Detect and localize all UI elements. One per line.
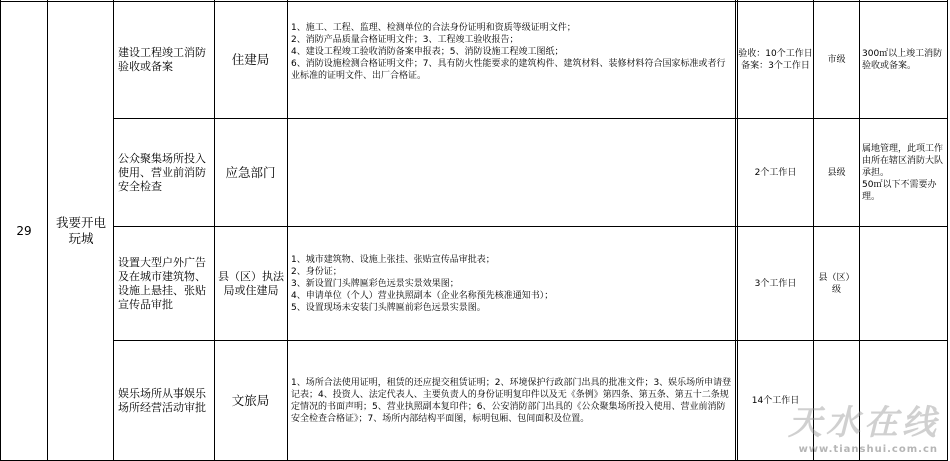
item-level: 县（区）级 [818, 272, 855, 295]
item-level [814, 341, 859, 460]
row-number: 29 [16, 224, 32, 238]
grid-line [735, 0, 736, 461]
item-name: 设置大型户外广告及在城市建筑物、设施上悬挂、张贴宣传品审批 [118, 255, 206, 311]
watermark-site-name: 天水在线 [788, 403, 940, 443]
grid-line [859, 0, 860, 461]
grid-line [113, 0, 114, 461]
item-department: 文旅局 [231, 392, 270, 408]
item-time-limit: 2个工作日 [754, 167, 797, 178]
item-time-limit: 14个工作日 [751, 395, 800, 406]
item-time-limit: 3个工作日 [754, 278, 797, 289]
item-materials [291, 119, 732, 226]
watermark-site-url: www.tianshui.com.cn [798, 444, 938, 455]
item-notes: 属地管理，此项工作由所在辖区消防大队承担。 50㎡以下不需要办理。 [862, 143, 944, 202]
item-materials: 1、城市建筑物、设施上张挂、张贴宣传品审批表； 2、身份证； 3、新设置门头牌匾彩色远景实景效果图； 4、申请单位（个人）营业执照副本（企业名称预先核准通知书）； 5、设置现场未安装门头牌匾前彩色远景实景图。 [291, 254, 554, 313]
item-level: 市级 [827, 55, 846, 65]
grid-line [287, 0, 288, 461]
item-department: 应急部门 [225, 164, 276, 180]
item-name: 公众聚集场所投入使用、营业前消防安全检查 [118, 151, 206, 193]
item-department: 住建局 [231, 52, 270, 67]
grid-line [947, 0, 948, 461]
item-materials: 1、施工、工程、监理、检测单位的合法身份证明和资质等级证明文件； 2、消防产品质量合格证明文件；3、工程竣工验收报告； 4、建设工程竣工验收消防备案申报表；5、消防设施工程竣工图纸； 6、消防设施检测合格证明文件；7、具有防火性能要求的建筑构件、建筑材料、装修材料符合国家标准或者行业标准的证明文件、出厂合格证。 [291, 23, 726, 81]
item-name: 建设工程竣工消防验收或备案 [118, 46, 206, 73]
item-notes [862, 341, 946, 460]
item-materials: 1、场所合法使用证明，租赁的还应提交租赁证明；2、环境保护行政部门出具的批准文件；3、娱乐场所申请登记表；4、投资人、法定代表人、主要负责人的身份证明复印件以及无《条例》第四条、第五条、第五十二条规定情况的书面声明；5、营业执照副本复印件；6、公安消防部门出具的《公众聚集场所投入使用、营业前消防安全检查合格证》；7、场所内部结构平面图，标明包厢、包间面积及位置。 [291, 377, 732, 424]
item-time-limit: 验收：10个工作日 备案：3个工作日 [738, 49, 813, 71]
item-notes [862, 227, 946, 340]
item-name: 娱乐场所从事娱乐场所经营活动审批 [118, 386, 206, 414]
item-department: 县（区）执法局或住建局 [218, 269, 284, 297]
service-name: 我要开电玩城 [55, 215, 106, 246]
item-notes: 300㎡以上竣工消防验收或备案。 [862, 49, 943, 71]
grid-line [47, 0, 48, 461]
item-level: 县级 [827, 167, 846, 178]
